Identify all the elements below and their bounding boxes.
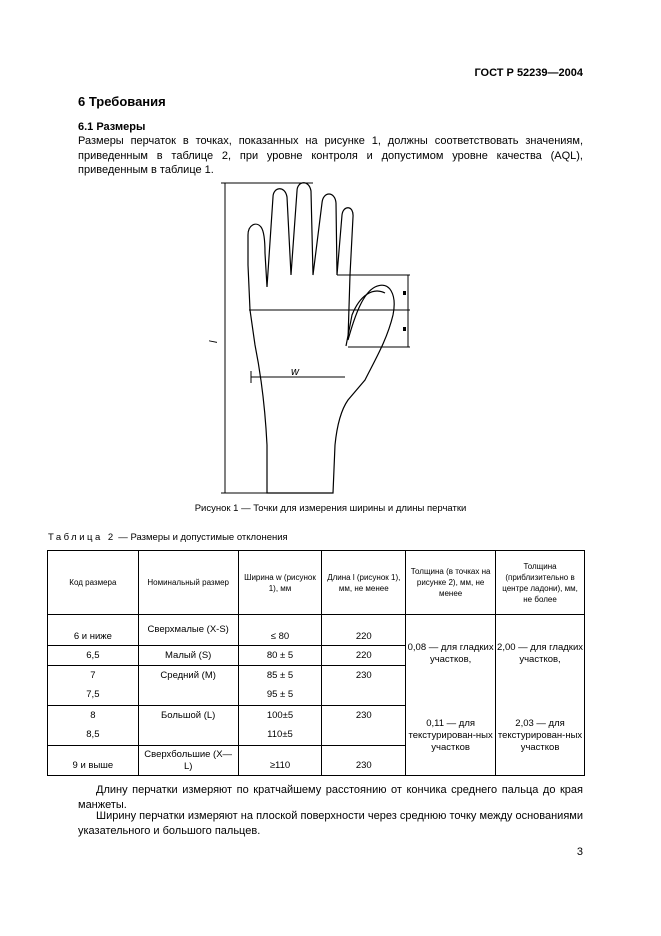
thickness-point-marker	[403, 291, 406, 295]
glove-figure	[205, 175, 435, 500]
thumb-line	[346, 291, 385, 346]
thickness-max-cell	[496, 615, 585, 776]
length-cell: 220	[322, 615, 406, 646]
width-cell: 110±5	[238, 726, 322, 746]
width-paragraph: Ширину перчатки измеряют на плоской поверхности через среднюю точку между основаниями указательного и большого пальцев.	[78, 810, 583, 837]
width-cell: ≥110	[238, 746, 322, 776]
width-cell: 80 ± 5	[238, 646, 322, 666]
thickness-max-textured: 2,03 — для текстурирован-ных участков	[497, 718, 583, 753]
table-caption-number: Таблица 2	[48, 532, 116, 543]
figure-caption: Рисунок 1 — Точки для измерения ширины и длины перчатки	[194, 503, 467, 514]
width-cell: 85 ± 5	[238, 666, 322, 686]
code-cell: 6,5	[48, 646, 139, 666]
nominal-cell: Сверхмалые (X-S)	[138, 615, 238, 646]
table-row	[48, 615, 585, 646]
code-cell: 9 и выше	[48, 746, 139, 776]
code-cell: 7,5	[48, 686, 139, 706]
nominal-cell: Средний (М)	[138, 666, 238, 686]
width-label: w	[291, 366, 299, 378]
table-header-row	[48, 551, 585, 615]
header-cell: Толщина (приблизительно в центре ладони), мм, не более	[496, 551, 585, 615]
subsection-heading: 6.1 Размеры	[78, 121, 146, 133]
length-cell: 220	[322, 646, 406, 666]
nominal-cell	[138, 726, 238, 746]
header-cell: Длина l (рисунок 1), мм, не менее	[322, 551, 406, 615]
length-cell	[322, 726, 406, 746]
code-cell: 8	[48, 706, 139, 726]
header-cell: Толщина (в точках на рисунке 2), мм, не менее	[406, 551, 496, 615]
code-cell: 6 и ниже	[48, 615, 139, 646]
code-cell: 7	[48, 666, 139, 686]
glove-drawing	[205, 175, 435, 500]
length-cell: 230	[322, 666, 406, 686]
header-cell: Код размера	[48, 551, 139, 615]
length-paragraph: Длину перчатки измеряют по кратчайшему расстоянию от кончика среднего пальца до края манжеты.	[78, 784, 583, 811]
thickness-max-smooth: 2,00 — для гладких участков,	[497, 642, 584, 665]
table-caption-text: — Размеры и допустимые отклонения	[115, 532, 288, 543]
nominal-cell: Большой (L)	[138, 706, 238, 726]
length-cell: 230	[322, 706, 406, 726]
glove-outline	[248, 183, 394, 493]
length-cell: 230	[322, 746, 406, 776]
nominal-cell: Малый (S)	[138, 646, 238, 666]
header-cell: Ширина w (рисунок 1), мм	[238, 551, 322, 615]
header-cell: Номинальный размер	[138, 551, 238, 615]
length-label: l	[208, 340, 220, 343]
width-cell: ≤ 80	[238, 615, 322, 646]
code-cell: 8,5	[48, 726, 139, 746]
nominal-cell	[138, 686, 238, 706]
width-cell: 100±5	[238, 706, 322, 726]
nominal-cell: Сверхбольшие (X—L)	[138, 746, 238, 776]
document-code: ГОСТ Р 52239—2004	[474, 67, 583, 79]
width-cell: 95 ± 5	[238, 686, 322, 706]
intro-paragraph: Размеры перчаток в точках, показанных на рисунке 1, должны соответствовать значениям, приведенным в таблице 2, при уровне контроля и допустимом уровне качества (AQL), приведенным в таблице 1.	[78, 135, 583, 176]
length-cell	[322, 686, 406, 706]
thickness-min-smooth: 0,08 — для гладких участков,	[407, 642, 494, 665]
section-heading: 6 Требования	[78, 94, 166, 109]
thickness-point-marker	[403, 327, 406, 331]
page-number: 3	[576, 846, 583, 858]
sizes-table	[47, 550, 585, 776]
table-caption	[48, 532, 288, 543]
thickness-min-cell	[406, 615, 496, 776]
thickness-min-textured: 0,11 — для текстурирован-ных участков	[408, 718, 493, 753]
